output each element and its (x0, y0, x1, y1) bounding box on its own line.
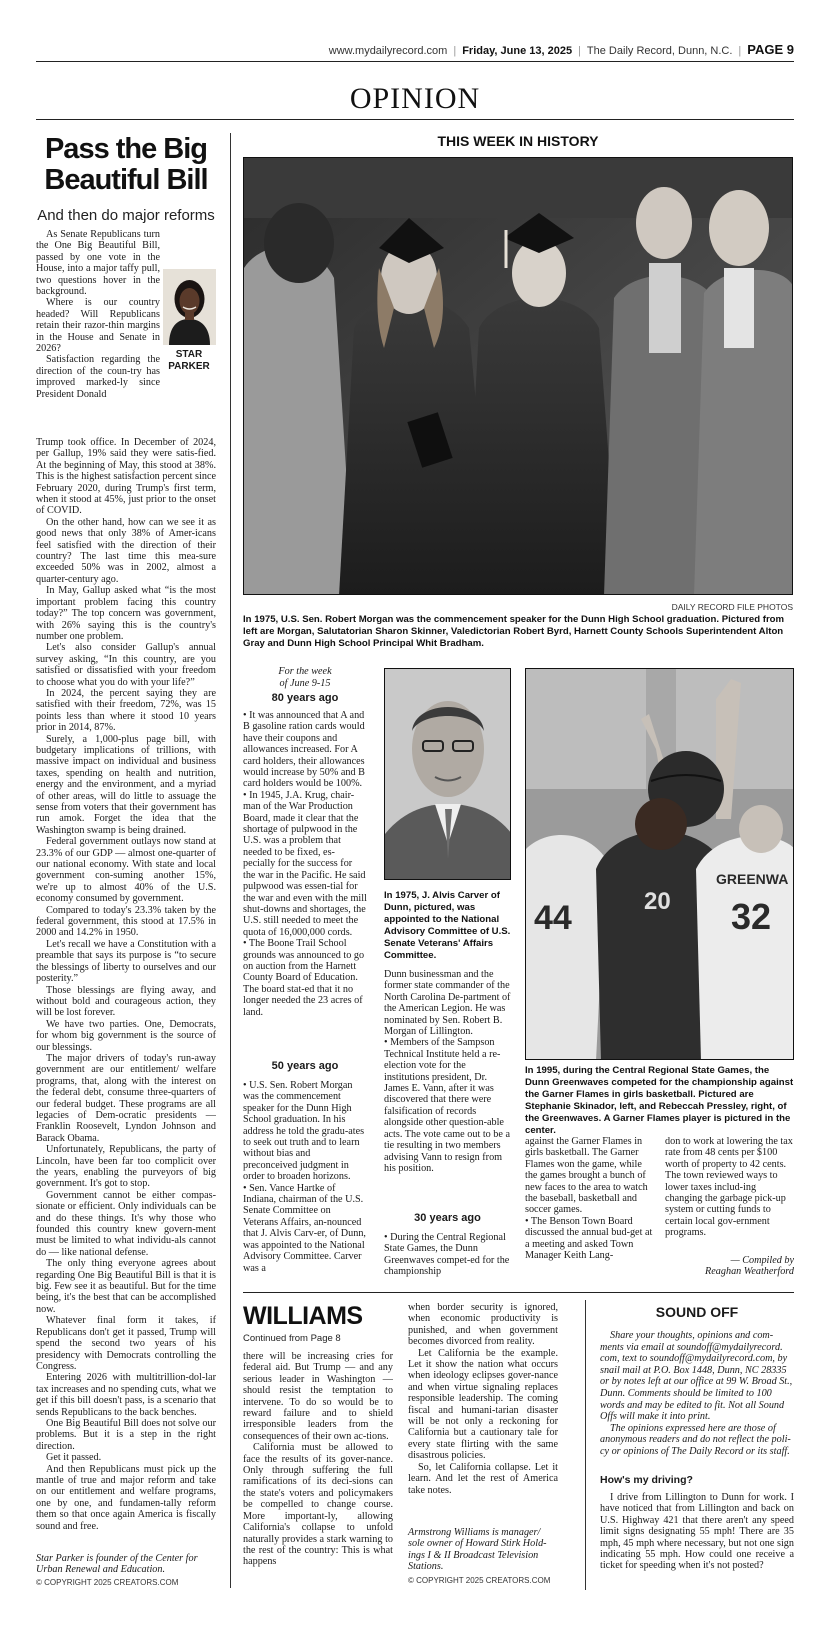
history-item: • U.S. Sen. Robert Morgan was the commencement speaker for the Dunn High School graduation. In his address he told the gradu-ates to seek out truth and to learn without bias and preconceived judgment in order to broaden horizons. (243, 1080, 365, 1183)
author-portrait-image (163, 269, 216, 345)
masthead-date: Friday, June 13, 2025 (462, 45, 573, 57)
paragraph: Compared to today's 23.3% taken by the federal government, this stood at 17.5% in 2000 and 14.2% in 1950. (36, 904, 216, 939)
section-title: OPINION (349, 82, 481, 115)
paragraph: Trump took office. In December of 2024, per Gallup, 19% said they were satis-fied. At the beginning of May, this stood at 38%. This is the highest satisfaction percent since February 2020, during Trump's first term, when it stood at 45%, just prior to the onset of COVID. (36, 437, 216, 517)
paragraph: there will be increasing cries for federal aid. But Trump — and any serious leader in Washington — should resist the temptation to intervene. To do so would be to reward failure and to shield irresponsible leaders from the consequences of their own ac-tions. (243, 1351, 393, 1442)
graduation-photo (243, 157, 793, 595)
for-the-week (243, 666, 367, 689)
headline-line-1: Pass the Big (44, 133, 208, 165)
author-portrait (163, 269, 216, 345)
paragraph: In 2024, the percent saying they are satisfied with their freedom, 72%, was 15 points less than where it stood 10 years prior in 2014, 87%. (36, 687, 216, 734)
author-name-line: STAR (175, 349, 203, 360)
paragraph: Federal government outlays now stand at 23.3% of our GDP — almost one-quarter of our national economy. With state and local government con-suming another 15%, we're up to almost 40% of the U.S. economy consumed by government. (36, 836, 216, 905)
paragraph: Surely, a 1,000-plus page bill, with budgetary implications of trillions, with massive impact on individual and business taxes, spending on health and nutrition, energy and the environment, and a myriad of other areas, will do little to assuage the sense from voters that their government has run amok. Forget the idea that the Washington swamp is being drained. (36, 733, 216, 836)
bottom-section-rule (243, 1292, 794, 1293)
paragraph: Satisfaction regarding the direction of the coun-try has improved marked-ly since President Donald (36, 354, 160, 400)
paragraph: We have two parties. One, Democrats, for whom big government is the source of our blessings. (36, 1018, 216, 1053)
author-name-line: PARKER (168, 361, 210, 372)
soundoff-letter-headline: How's my driving? (600, 1474, 693, 1486)
history-item: • It was announced that A and B gasoline ration cards would have their coupons and allowances increased. For A card holders, their allowances would increase by 50% and B card holders would be 100%. (243, 710, 365, 790)
masthead-separator: | (453, 45, 457, 57)
column-divider (230, 133, 231, 1588)
paragraph: The major drivers of today's run-away government are our entitlement/ welfare programs, that, along with the interest on the federal debt, consume three-quarters of our federal budget. These programs are all legacies of Dem-ocratic presidents — Franklin Roosevelt, Lyndon Johnson and Barack Obama. (36, 1052, 216, 1144)
masthead-separator: | (578, 45, 581, 57)
history-title: THIS WEEK IN HISTORY (437, 133, 599, 149)
history-item: • In 1945, J.A. Krug, chair-man of the War Production Board, made it clear that the shortage of pulpwood in the U.S. was a problem that needed to be fixed, es-pecially for the success for the war in the Pacific. He said pulpwood was essen-tial for the war and even with the mill shut-downs and shortages, the U.S. still needed to meet the quota of 16,000,000 cords. (243, 789, 367, 938)
masthead-separator: | (738, 45, 742, 57)
basketball-caption: In 1995, during the Central Regional State Games, the Dunn Greenwaves competed for the championship against the Garner Flames in girls basketball. Pictured are Stephanie Skinador, left, and Rebeccah Pressley, right, of the Greenwaves. A Garner Flames player is pictured in the center. (525, 1065, 794, 1136)
carver-caption: In 1975, J. Alvis Carver of Dunn, pictured, was appointed to the National Advisory Committee of U.S. Senate Veterans' Affairs Committee. (384, 890, 511, 961)
masthead-url[interactable]: www.mydailyrecord.com (328, 45, 448, 57)
williams-headline: WILLIAMS (243, 1302, 363, 1330)
page-number: PAGE 9 (747, 42, 794, 57)
history-item: against the Garner Flames in girls basketball. The Garner Flames won the game, while the games brought a bunch of new faces to the area to watch the baseball, basketball and soccer games. (525, 1136, 648, 1216)
paragraph: Those blessings are flying away, and without bold and courageous action, they will be lost forever. (36, 984, 216, 1019)
graduation-photo-image (244, 158, 793, 595)
soundoff-title: SOUND OFF (655, 1304, 739, 1320)
editorial-tagline: Star Parker is founder of the Center for Urban Renewal and Education. (36, 1553, 198, 1576)
compiled-author: Reaghan Weatherford (705, 1266, 794, 1278)
photo-credit: DAILY RECORD FILE PHOTOS (671, 602, 793, 612)
editorial-body (36, 437, 216, 1532)
paragraph: On the other hand, how can we see it as good news that only 38% of Amer-icans feel satisfied with the direction of their country? The last time this mea-sure exceeded 50% was in 2002, almost a quarter-century ago. (36, 516, 216, 585)
editorial-headline (36, 134, 216, 196)
jersey-number-center: 20 (644, 888, 671, 915)
carver-photo (384, 668, 511, 880)
history-30-continued (525, 1136, 653, 1261)
author-name (160, 349, 218, 373)
paragraph: Let's recall we have a Constitution with a preamble that says its purpose is “to secure the blessings of liberty to ourselves and our posterity.” (36, 938, 216, 985)
masthead (36, 42, 794, 62)
paragraph: The opinions expressed here are those of anonymous readers and do not reflect the poli-cy or opinions of The Daily Record or its staff. (600, 1422, 791, 1457)
history-item: • During the Central Regional State Games, the Dunn Greenwaves compet-ed for the championship (384, 1232, 510, 1278)
paragraph: Let's also consider Gallup's annual survey asking, “In this country, are you satisfied or dissatisfied with your freedom to choose what you do with your life?” (36, 642, 216, 688)
history-30-continued-2 (665, 1136, 794, 1239)
paragraph: Where is our country headed? Will Republicans retain their razor-thin margins in the House and Senate in 2026? (36, 297, 160, 355)
paragraph: So, let California collapse. Let it learn. And let the rest of America take notes. (408, 1461, 558, 1496)
paragraph: In May, Gallup asked what “is the most important problem facing this country today?” The top concern was government, with 26% saying this is the country's number one problem. (36, 585, 216, 642)
for-week-line: of June 9-15 (279, 677, 331, 689)
column-divider-soundoff (585, 1300, 586, 1590)
williams-col-1 (243, 1351, 393, 1568)
basketball-photo-image (526, 669, 794, 1060)
paragraph: when border security is ignored, when economic productivity is punished, and when government becomes divorced from reality. (408, 1302, 558, 1348)
williams-tagline: Armstrong Williams is manager/ sole owner of Howard Stirk Hold-ings I & II Broadcast Television Stations. (408, 1527, 547, 1573)
paragraph: California must be allowed to face the results of its gover-nance. Only through suffering the full ramifications of its deci-sions can the state's voters and policymakers be compelled to change course. More important-ly, allowing California's collapse to unfold naturally provides a stark warning to the rest of the country: This is what happens (243, 1442, 393, 1568)
carver-photo-image (385, 669, 511, 880)
jersey-number-left: 44 (534, 899, 572, 937)
paragraph: Unfortunately, Republicans, the party of Lincoln, have been far too complicit over the years, enabling the purveyors of big government. It's got to stop. (36, 1144, 216, 1190)
era-30-heading: 30 years ago (414, 1212, 481, 1224)
paragraph: Government cannot be either compas-sionate or efficient. Only individuals can be and do these things. It's why those who founded this country knew govern-ment must be limited to what individu-als cannot do — like national defense. (36, 1189, 216, 1258)
section-rule (36, 119, 794, 120)
williams-col-2 (408, 1302, 558, 1496)
history-50-continued (384, 969, 511, 1174)
paragraph: One Big Beautiful Bill does not solve our problems. But it is a step in the right direction. (36, 1417, 216, 1452)
history-item: • Members of the Sampson Technical Institute held a re-election vote for the institutions president, Dr. James E. Vann, after it was discovered that there were falsification of records alongside other question-able acts. The vote came out to be a tie resulting in two members advising Vann to resign from his position. (384, 1037, 510, 1174)
history-item: • Sen. Vance Hartke of Indiana, chairman of the U.S. Senate Committee on Veterans Affairs, an-nounced that J. Alvis Carv-er, of Dunn, was appointed to the National Advisory Committee. Carver was a (243, 1182, 366, 1274)
history-50-items (243, 1080, 367, 1274)
williams-copyright: © COPYRIGHT 2025 CREATORS.COM (408, 1576, 551, 1585)
history-item: don to work at lowering the tax rate from 48 cents per $100 worth of property to 42 cents. The town reviewed ways to lower taxes includ-ing changing the garbage pick-up system or cutting funds to certain local gov-ernment programs. (665, 1136, 793, 1239)
era-50-heading: 50 years ago (271, 1060, 339, 1072)
masthead-rule (36, 61, 794, 62)
history-80-items (243, 710, 367, 1018)
paragraph: Get it passed. (46, 1452, 102, 1464)
paragraph: Share your thoughts, opinions and com-ments via email at soundoff@mydailyrecord. com, text to soundoff@mydailyrecord.com, by snail mail at P.O. Box 1448, Dunn, NC 28335 or by notes left at our office at 99 W. Broad St., Dunn. Comments should be limited to 100 words and may be edited to fit. Not all Sound Offs will make it into print. (600, 1330, 793, 1423)
basketball-photo (525, 668, 794, 1060)
headline-line-2: Beautiful Bill (44, 164, 208, 196)
masthead-paper: The Daily Record, Dunn, N.C. (586, 45, 733, 57)
for-week-line: For the week (278, 666, 332, 677)
graduation-caption: In 1975, U.S. Sen. Robert Morgan was the commencement speaker for the Dunn High School graduation. Pictured from left are Morgan, Salutatorian Sharon Skinner, Valedictorian Robert Byrd, Harnett County Schools Superintendent Alton Gray and Dunn High School Principal Whit Bradham. (243, 614, 785, 649)
jersey-team-text: GREENWA (716, 871, 789, 887)
jersey-number-right: 32 (731, 896, 772, 937)
compiled-line: — Compiled by (730, 1255, 794, 1266)
history-item: • The Benson Town Board discussed the annual bud-get at a meeting and asked Town Manager Keith Lang- (525, 1215, 653, 1262)
history-item: • The Boone Trail School grounds was announced to go on auction from the Harnett County Board of Education. The board stat-ed that it no longer needed the 23 acres of land. (243, 938, 365, 1018)
paragraph: I drive from Lillington to Dunn for work. I have noticed that from Lillington and back on U.S. Highway 421 that there aren't any speed limit signs designating 55 mph! There are 35 mph, 45 mph where necessary, but not one sign indicating 55 mph. How could one receive a ticket for speeding when it's not posted? (600, 1492, 794, 1572)
soundoff-letter (600, 1492, 794, 1572)
history-item: Dunn businessman and the former state commander of the North Carolina De-partment of the American Legion. He was nominated by Sen. Robert B. Morgan of Lillington. (384, 969, 511, 1038)
editorial-intro (36, 229, 160, 400)
paragraph: As Senate Republicans turn the One Big Beautiful Bill, passed by one vote in the House, into a major taffy pull, two questions hover in the background. (36, 229, 160, 298)
compiled-by (665, 1255, 794, 1278)
paragraph: The only thing everyone agrees about regarding One Big Beautiful Bill is that it is big. Few see it as beautiful. But for the time being, it's the best that can be accomplished now. (36, 1258, 216, 1315)
editorial-copyright: © COPYRIGHT 2025 CREATORS.COM (36, 1578, 179, 1587)
paragraph: Entering 2026 with multitrillion-dol-lar tax increases and no spending cuts, what we get if this bill doesn't pass, is a scenario that sends Republicans to the back benches. (36, 1372, 216, 1418)
era-80-heading: 80 years ago (271, 692, 339, 704)
williams-continued: Continued from Page 8 (243, 1333, 341, 1344)
paragraph: Let California be the example. Let it show the nation what occurs when ideology eclipses gover-nance and when virtue signaling replaces responsible leadership. The coming fiscal and humani-tarian disaster will be not only a reckoning for California but a cautionary tale for every state flirting with the same disastrous policies. (408, 1347, 558, 1462)
history-30-items (384, 1232, 511, 1278)
soundoff-intro (600, 1330, 794, 1458)
editorial-deck: And then do major reforms (37, 207, 215, 224)
paragraph: Whatever final form it takes, if Republicans don't get it passed, Trump will spend the second two years of his presidency with Democrats controlling the Congress. (36, 1315, 216, 1372)
paragraph: And then Republicans must pick up the mantle of true and major reform and take on our entitlement and welfare programs, one by one, and fundamen-tally reform them so that once again America is fiscally sound and free. (36, 1463, 216, 1532)
